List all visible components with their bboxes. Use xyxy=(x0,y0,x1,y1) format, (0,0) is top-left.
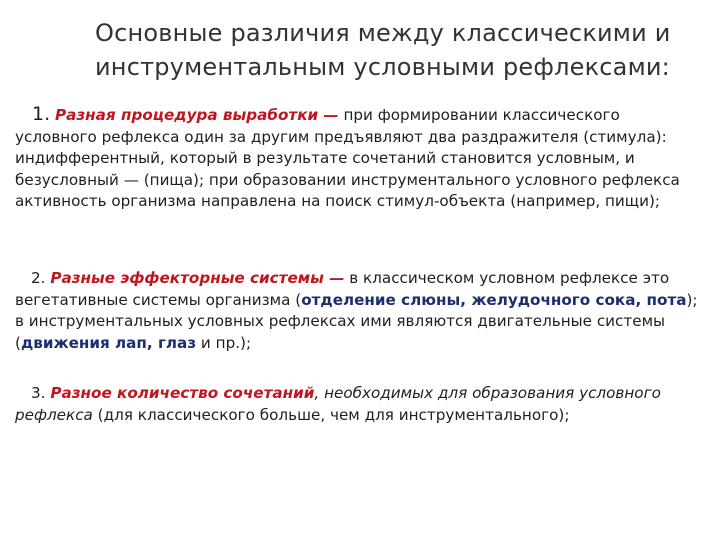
point-2-text-b: ); в инструментальных условных рефлексах ими являются двигательные системы ( xyxy=(15,290,698,352)
point-2-highlight-a: отделение слюны, желудочного сока, пота xyxy=(301,290,687,309)
point-3 xyxy=(15,383,705,426)
point-2-heading: Разные эффекторные системы — xyxy=(50,269,345,287)
point-1-text: при формировании классического условного рефлекса один за другим предъявляют два раздражителя (стимула): индифферентный, который в результате сочетаний становится условным, и безусловный — (пища); при образовании инструментального условного рефлекса активность организма направлена на поиск стимул-объекта (например, пищи); xyxy=(15,106,680,210)
point-2-text-a: в классическом условном рефлексе это вегетативные системы организма ( xyxy=(15,269,670,309)
slide-title xyxy=(95,16,695,84)
point-2-number: 2. xyxy=(31,269,46,287)
title-line-1: Основные различия между классическими и xyxy=(95,19,671,47)
point-3-text-italic: , необходимых для образования условного рефлекса xyxy=(15,384,661,424)
point-3-text: (для классического больше, чем для инструментального); xyxy=(92,405,570,424)
point-3-heading: Разное количество сочетаний xyxy=(50,384,315,402)
point-1-heading: Разная процедура выработки — xyxy=(54,106,339,124)
point-3-number: 3. xyxy=(31,384,46,402)
point-2-text-c: и пр.); xyxy=(196,333,252,352)
point-1-number: 1. xyxy=(32,103,51,125)
point-1 xyxy=(15,104,705,213)
title-line-2: инструментальным условными рефлексами: xyxy=(95,53,670,81)
point-2-highlight-b: движения лап, глаз xyxy=(20,333,197,352)
point-2 xyxy=(15,268,705,354)
